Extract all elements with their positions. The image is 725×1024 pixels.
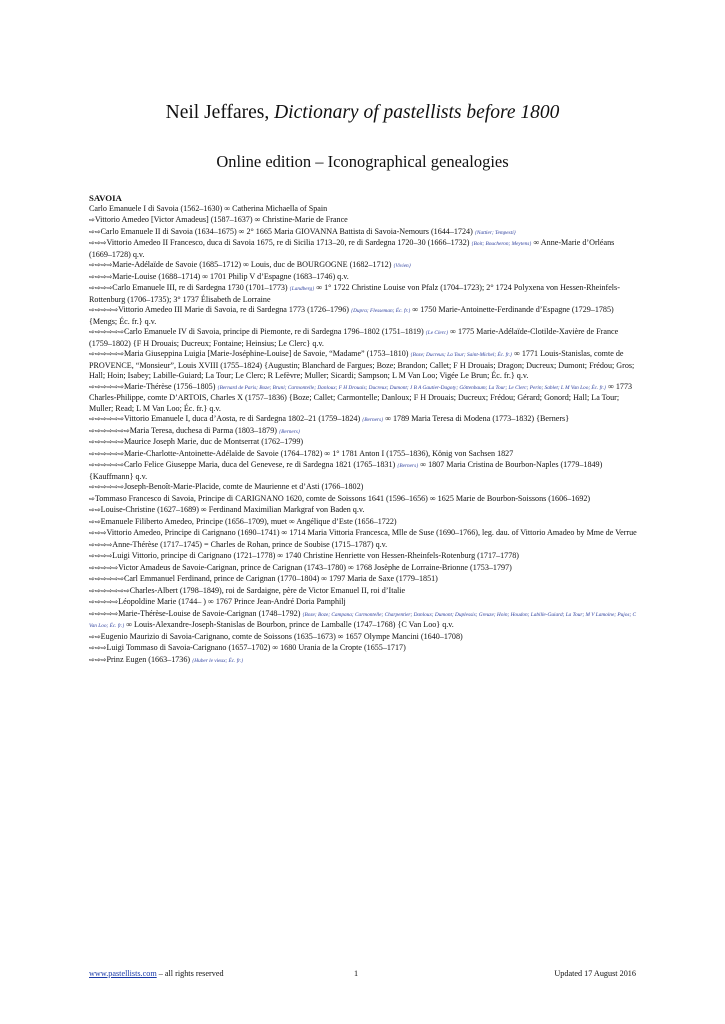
indent-arrows-icon: ⇨⇨⇨⇨ [89,539,113,549]
entry-continuation: ∞ 1807 Maria Cristina de Bourbon-Naples (1779–1849) {Kauffmann} q.v. [89,460,603,481]
artist-references: {Boze; Boze; Campana; Carmontelle; Charpentier; Danloux; Dumont; Duplessis; Greuze; Hoin; Houdon; Labille-Guiard; La Tour; M V Lamoine; Pujos; C Van Loo; Éc. fr.} [89,611,637,629]
entry-text: Eugenio Maurizio di Savoia-Carignano, comte de Soissons (1635–1673) ∞ 1657 Olympe Mancini (1640–1708) [100,631,463,641]
genealogy-entry [89,238,639,260]
genealogy-entry [89,586,639,598]
indent-arrows-icon: ⇨⇨⇨⇨ [89,551,113,560]
indent-arrows-icon: ⇨ [89,215,95,224]
genealogy-entry [89,540,639,552]
indent-arrows-icon: ⇨⇨ [89,505,101,514]
entry-text: Tommaso Francesco di Savoia, Principe di CARIGNANO 1620, comte de Soissons 1641 (1596–1656) ∞ 1625 Marie de Bourbon-Soissons (1606–1692) [94,493,591,503]
artist-references: {Berners} [278,428,300,435]
indent-arrows-icon: ⇨⇨⇨ [89,528,107,537]
entry-list [89,204,639,667]
entry-text: Maria Teresa, duchesa di Parma (1803–1879) [129,425,277,435]
indent-arrows-icon: ⇨⇨ [89,516,101,526]
artist-references: {Berners} [397,463,419,469]
entry-continuation: ∞ 1771 Louis-Stanislas, comte de PROVENCE, “Monsieur”, Louis XVIII (1755–1824) {Augustin; Blanchard de Fargues; Boze; Brandon; Callet; F H Drouais; Dragon; Ducreux; Dumont; Frédou; Gros; Hall; Hoin; Isabey; Labille-Guiard; La Tour; Le Clerc; R Lefèvre; Muller; Sicardi; Sampson; L M Van Loo; Vigée Le Brun; Éc. fr.} q.v. [89,349,635,380]
genealogy-entry [89,426,639,438]
indent-arrows-icon: ⇨⇨⇨⇨⇨⇨ [89,327,124,336]
genealogy-entry [89,283,639,305]
genealogy-entry [89,528,639,540]
genealogy-entry [89,204,639,216]
entry-text: Emanuele Filiberto Amedeo, Principe (1656–1709), muet ∞ Angélique d’Este (1656–1722) [100,516,397,526]
entry-text: Vittorio Amedeo II Francesco, duca di Savoia 1675, re di Sicilia 1713–20, re di Sardegna 1720–30 (1666–1732) [106,238,470,247]
genealogy-entry [89,574,639,586]
indent-arrows-icon: ⇨ [89,493,95,503]
indent-arrows-icon: ⇨⇨ [89,631,101,641]
entry-text: Charles-Albert (1798–1849), roi de Sardaigne, père de Victor Emanuel II, roi d’Italie [129,585,406,595]
artist-references: {Dupra; Flesseman; Éc. fr.} [350,308,411,314]
genealogy-entry [89,551,639,563]
indent-arrows-icon: ⇨⇨ [89,226,101,236]
entry-text: Léopoldine Marie (1744– ) ∞ 1767 Prince Jean-André Doria Pamphilj [118,597,346,606]
entry-continuation: ∞ 1773 Charles-Philippe, comte D’ARTOIS, Charles X (1757–1836) {Boze; Callet; Carmontelle; Danloux; F H Drouais; Ducreux; Frédou; Gérard; Gonord; Hall; La Tour; Muller; Read; L M Van Loo; Éc. fr.} q.v. [89,381,633,413]
entry-text: Vittorio Emanuele I, duca d’Aosta, re di Sardegna 1802–21 (1759–1824) [123,414,361,423]
entry-text: Anne-Thérèse (1717–1745) = Charles de Rohan, prince de Soubise (1715–1787) q.v. [112,539,388,549]
genealogy-entry [89,505,639,517]
genealogy-entry [89,449,639,461]
indent-arrows-icon: ⇨⇨⇨⇨⇨ [89,562,119,572]
genealogy-entry [89,597,639,609]
indent-arrows-icon: ⇨⇨⇨⇨⇨⇨⇨ [89,425,130,435]
entry-text: Marie-Thérèse-Louise de Savoie-Carignan (1748–1792) [118,608,301,618]
artist-references: {Le Clerc} [425,330,449,336]
entry-text: Luigi Tommaso di Savoia-Carignano (1657–1702) ∞ 1680 Urania de la Cropte (1655–1717) [106,643,406,652]
genealogy-entry [89,494,639,506]
artist-references: {Boit; Boucheron; Meytens} [471,241,532,247]
entry-text: Carlo Emanuele I di Savoia (1562–1630) ∞ Catherina Michaella of Spain [89,203,328,213]
indent-arrows-icon: ⇨⇨⇨⇨⇨⇨ [89,414,124,423]
entry-text: Vittorio Amedeo III Marie di Savoia, re di Sardegna 1773 (1726–1796) [118,305,349,314]
artist-references: {Vivien} [393,263,411,269]
artist-references: {Berners} [362,417,384,423]
indent-arrows-icon: ⇨⇨⇨⇨ [89,271,113,281]
indent-arrows-icon: ⇨⇨⇨ [89,643,107,652]
indent-arrows-icon: ⇨⇨⇨⇨⇨⇨ [89,437,124,446]
site-link[interactable]: www.pastellists.com [89,969,157,978]
author-name: Neil Jeffares, [165,102,275,123]
entry-text: Prinz Eugen (1663–1736) [106,654,191,664]
document-subtitle: Online edition – Iconographical genealogies [216,152,509,171]
genealogy-entry [89,215,639,227]
genealogy-entry [89,563,639,575]
genealogy-entry [89,482,639,494]
entry-text: Maurice Joseph Marie, duc de Montserrat (1762–1799) [123,437,304,446]
genealogy-entry [89,609,639,632]
artist-references: {Nattier; Tempesti} [474,229,516,236]
entry-continuation: ∞ 1750 Marie-Antoinette-Ferdinande d’Espagne (1729–1785) {Mengs; Éc. fr.} q.v. [89,305,614,326]
entry-text: Vittorio Amedeo [Victor Amadeus] (1587–1637) ∞ Christine-Marie de France [94,215,348,224]
indent-arrows-icon: ⇨⇨⇨⇨⇨⇨⇨ [89,585,130,595]
genealogy-entry [89,632,639,644]
genealogy-entry [89,517,639,529]
entry-continuation: ∞ Anne-Marie d’Orléans (1669–1728) q.v. [89,238,615,259]
indent-arrows-icon: ⇨⇨⇨⇨⇨⇨ [89,448,124,458]
genealogy-entry [89,305,639,327]
entry-text: Marie-Thérèse (1756–1805) [123,381,216,391]
entry-continuation: ∞ Louis-Alexandre-Joseph-Stanislas de Bourbon, prince de Lamballe (1747–1768) {C Van Loo} q.v. [126,620,454,629]
genealogy-entry [89,272,639,284]
section-heading: SAVOIA [89,193,122,203]
indent-arrows-icon: ⇨⇨⇨⇨⇨⇨ [89,574,124,583]
entry-text: Carlo Emanuele IV di Savoia, principe di Piemonte, re di Sardegna 1796–1802 (1751–1819) [123,327,424,336]
artist-references: {Landberg} [289,286,315,292]
entry-text: Vittorio Amedeo, Principe di Carignano (1690–1741) ∞ 1714 Maria Vittoria Francesca, Mlle de Suse (1690–1766), leg. dau. of Vittorio Amadeo by Mme de Verrue [106,528,637,537]
artist-references: {Boze; Ducreux; La Tour; Saint-Michel; Éc. fr.} [410,352,513,358]
entry-continuation: ∞ 1775 Marie-Adélaïde-Clotilde-Xavière de France (1759–1802) {F H Drouais; Ducreux; Fontaine; Heinsius; Le Clerc} q.v. [89,327,619,348]
genealogy-entry [89,349,639,382]
genealogy-list [89,193,639,666]
entry-text: Carlo Felice Giuseppe Maria, duca del Genevese, re di Sardegna 1821 (1765–1831) [123,460,396,469]
entry-continuation: ∞ 1789 Maria Teresa di Modena (1773–1832) {Berners} [385,414,570,423]
indent-arrows-icon: ⇨⇨⇨ [89,654,107,664]
indent-arrows-icon: ⇨⇨⇨ [89,238,107,247]
entry-text: Carl Emmanuel Ferdinand, prince de Carignan (1770–1804) ∞ 1797 Maria de Saxe (1779–1851) [123,574,438,583]
genealogy-entry [89,260,639,272]
indent-arrows-icon: ⇨⇨⇨⇨⇨⇨ [89,482,124,491]
entry-text: Luigi Vittorio, principe di Carignano (1721–1778) ∞ 1740 Christine Henriette von Hessen-Rheinfels-Rotenburg (1717–1778) [112,551,519,560]
genealogy-entry [89,227,639,239]
rights-text: – all rights reserved [156,969,224,978]
indent-arrows-icon: ⇨⇨⇨⇨⇨ [89,597,119,606]
genealogy-entry [89,327,639,349]
indent-arrows-icon: ⇨⇨⇨⇨ [89,283,113,292]
artist-references: {Huber le vieux; Éc. fr.} [192,657,244,664]
dictionary-title: Dictionary of pastellists before 1800 [274,102,560,123]
entry-text: Victor Amadeus de Savoie-Carignan, prince de Carignan (1743–1780) ∞ 1768 Josèphe de Lorraine-Brionne (1753–1797) [118,562,512,572]
updated-date: Updated 17 August 2016 [554,969,636,978]
footer-left [89,969,224,978]
genealogy-entry [89,414,639,426]
entry-text: Carlo Emanuele III, re di Sardegna 1730 (1701–1773) [112,283,288,292]
entry-text: Marie-Charlotte-Antoinette-Adélaïde de Savoie (1764–1782) ∞ 1° 1781 Anton I (1755–1836), König von Sachsen 1827 [123,448,514,458]
page-footer [89,969,636,978]
indent-arrows-icon: ⇨⇨⇨⇨⇨ [89,608,119,618]
artist-references: {Bernard de Paris; Boze; Bruni; Carmontelle; Danloux; F H Drouais; Ducreux; Dumont; J B A Gautier-Dagoty; Göttenbaum; La Tour; Le Clerc; Perin; Sablet; L M Van Loo; Éc. fr.} [217,384,607,391]
entry-text: Marie-Adélaïde de Savoie (1685–1712) ∞ Louis, duc de BOURGOGNE (1682–1712) [112,260,392,269]
genealogy-entry [89,643,639,655]
indent-arrows-icon: ⇨⇨⇨⇨⇨ [89,305,119,314]
entry-text: Marie-Louise (1688–1714) ∞ 1701 Philip V d’Espagne (1683–1746) q.v. [112,271,349,281]
entry-text: Joseph-Benoît-Marie-Placide, comte de Maurienne et d’Asti (1766–1802) [123,482,364,491]
entry-text: Louise-Christine (1627–1689) ∞ Ferdinand Maximilian Markgraf von Baden q.v. [100,505,365,514]
genealogy-entry [89,382,639,415]
indent-arrows-icon: ⇨⇨⇨⇨⇨⇨ [89,460,124,469]
genealogy-entry [89,460,639,482]
page-number: 1 [354,969,359,978]
entry-continuation: ∞ 1° 1722 Christine Louise von Pfalz (1704–1723); 2° 1724 Polyxena von Hessen-Rheinfels-Rottenburg (1706–1735); 3° 1737 Élisabeth de Lorraine [89,283,620,304]
indent-arrows-icon: ⇨⇨⇨⇨ [89,260,113,269]
genealogy-entry [89,437,639,449]
indent-arrows-icon: ⇨⇨⇨⇨⇨⇨ [89,349,124,358]
entry-text: Maria Giuseppina Luigia [Marie-Joséphine-Louise] de Savoie, “Madame” (1753–1810) [123,349,409,358]
indent-arrows-icon: ⇨⇨⇨⇨⇨⇨ [89,381,124,391]
document-title [0,102,725,124]
genealogy-entry [89,655,639,667]
entry-text: Carlo Emanuele II di Savoia (1634–1675) ∞ 2° 1665 Maria GIOVANNA Battista di Savoia-Nemours (1644–1724) [100,226,473,236]
